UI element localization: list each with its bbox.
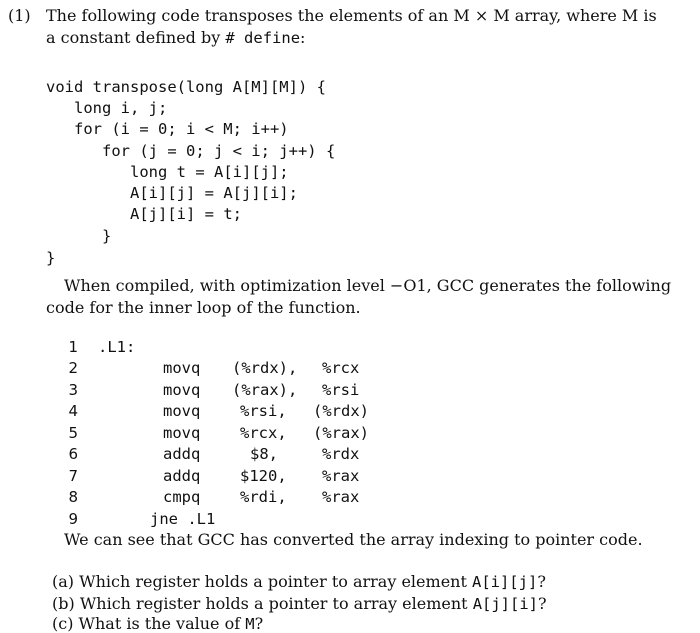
asm-jump: jne .L1 (150, 510, 216, 528)
question-label: (b) (52, 594, 75, 613)
code-line: void transpose(long A[M][M]) { (46, 78, 326, 96)
asm-dst: %rcx (322, 359, 360, 377)
asm-src: %rsi, (240, 402, 287, 420)
asm-dst: %rax (322, 488, 360, 506)
asm-dst: %rsi (322, 381, 360, 399)
code-line: } (102, 227, 112, 245)
line-number: 5 (68, 424, 78, 442)
code-line: A[j][i] = t; (130, 205, 242, 223)
problem-number: (1) (8, 6, 31, 25)
intro-line2-prefix: a constant defined by (46, 28, 221, 47)
problem-intro-line2 (46, 28, 305, 47)
question-text: Which register holds a pointer to array element (79, 572, 467, 591)
code-line: A[i][j] = A[j][i]; (130, 184, 298, 202)
line-number: 3 (68, 381, 78, 399)
define-keyword: # define (225, 29, 301, 47)
code-line: } (46, 249, 56, 267)
asm-dst: (%rdx) (313, 402, 369, 420)
question-code: A[j][i] (472, 595, 539, 613)
question-a (52, 572, 546, 591)
asm-src: $120, (240, 467, 287, 485)
code-line: for (i = 0; i < M; i++) (74, 120, 289, 138)
asm-op: movq (163, 402, 201, 420)
compile-text-line1: When compiled, with optimization level −O1, GCC generates the following (64, 276, 672, 295)
asm-op: movq (163, 381, 201, 399)
asm-dst: %rdx (322, 445, 360, 463)
question-label: (a) (52, 572, 75, 591)
asm-src: (%rax), (232, 381, 298, 399)
line-number: 1 (68, 338, 78, 356)
line-number: 9 (68, 510, 78, 528)
question-end: ? (254, 614, 264, 633)
code-line: long t = A[i][j]; (130, 163, 289, 181)
question-code: M (245, 615, 255, 633)
line-number: 6 (68, 445, 78, 463)
question-end: ? (538, 594, 547, 613)
asm-src: %rcx, (240, 424, 287, 442)
problem-intro-line1: The following code transposes the elements of an M × M array, where M is (46, 6, 657, 25)
asm-dst: (%rax) (313, 424, 369, 442)
code-line: for (j = 0; j < i; j++) { (102, 142, 336, 160)
line-number: 7 (68, 467, 78, 485)
question-c (52, 614, 263, 633)
question-end: ? (537, 572, 546, 591)
question-text: Which register holds a pointer to array element (79, 594, 468, 613)
question-text: What is the value of (78, 614, 241, 633)
line-number: 4 (68, 402, 78, 420)
question-code: A[i][j] (471, 573, 538, 591)
asm-op: addq (163, 467, 201, 485)
asm-op: movq (163, 359, 201, 377)
question-b (52, 594, 547, 613)
asm-label: .L1: (98, 338, 136, 356)
intro-line2-suffix: : (300, 28, 306, 47)
asm-src: $8, (250, 445, 278, 463)
compile-text-line2: code for the inner loop of the function. (46, 298, 361, 317)
question-label: (c) (52, 614, 74, 633)
asm-src: %rdi, (240, 488, 287, 506)
asm-op: movq (163, 424, 201, 442)
code-line: long i, j; (74, 99, 168, 117)
line-number: 2 (68, 359, 78, 377)
line-number: 8 (68, 488, 78, 506)
observation-text: We can see that GCC has converted the array indexing to pointer code. (64, 530, 643, 549)
asm-dst: %rax (322, 467, 360, 485)
asm-op: addq (163, 445, 201, 463)
asm-src: (%rdx), (232, 359, 298, 377)
asm-op: cmpq (163, 488, 201, 506)
